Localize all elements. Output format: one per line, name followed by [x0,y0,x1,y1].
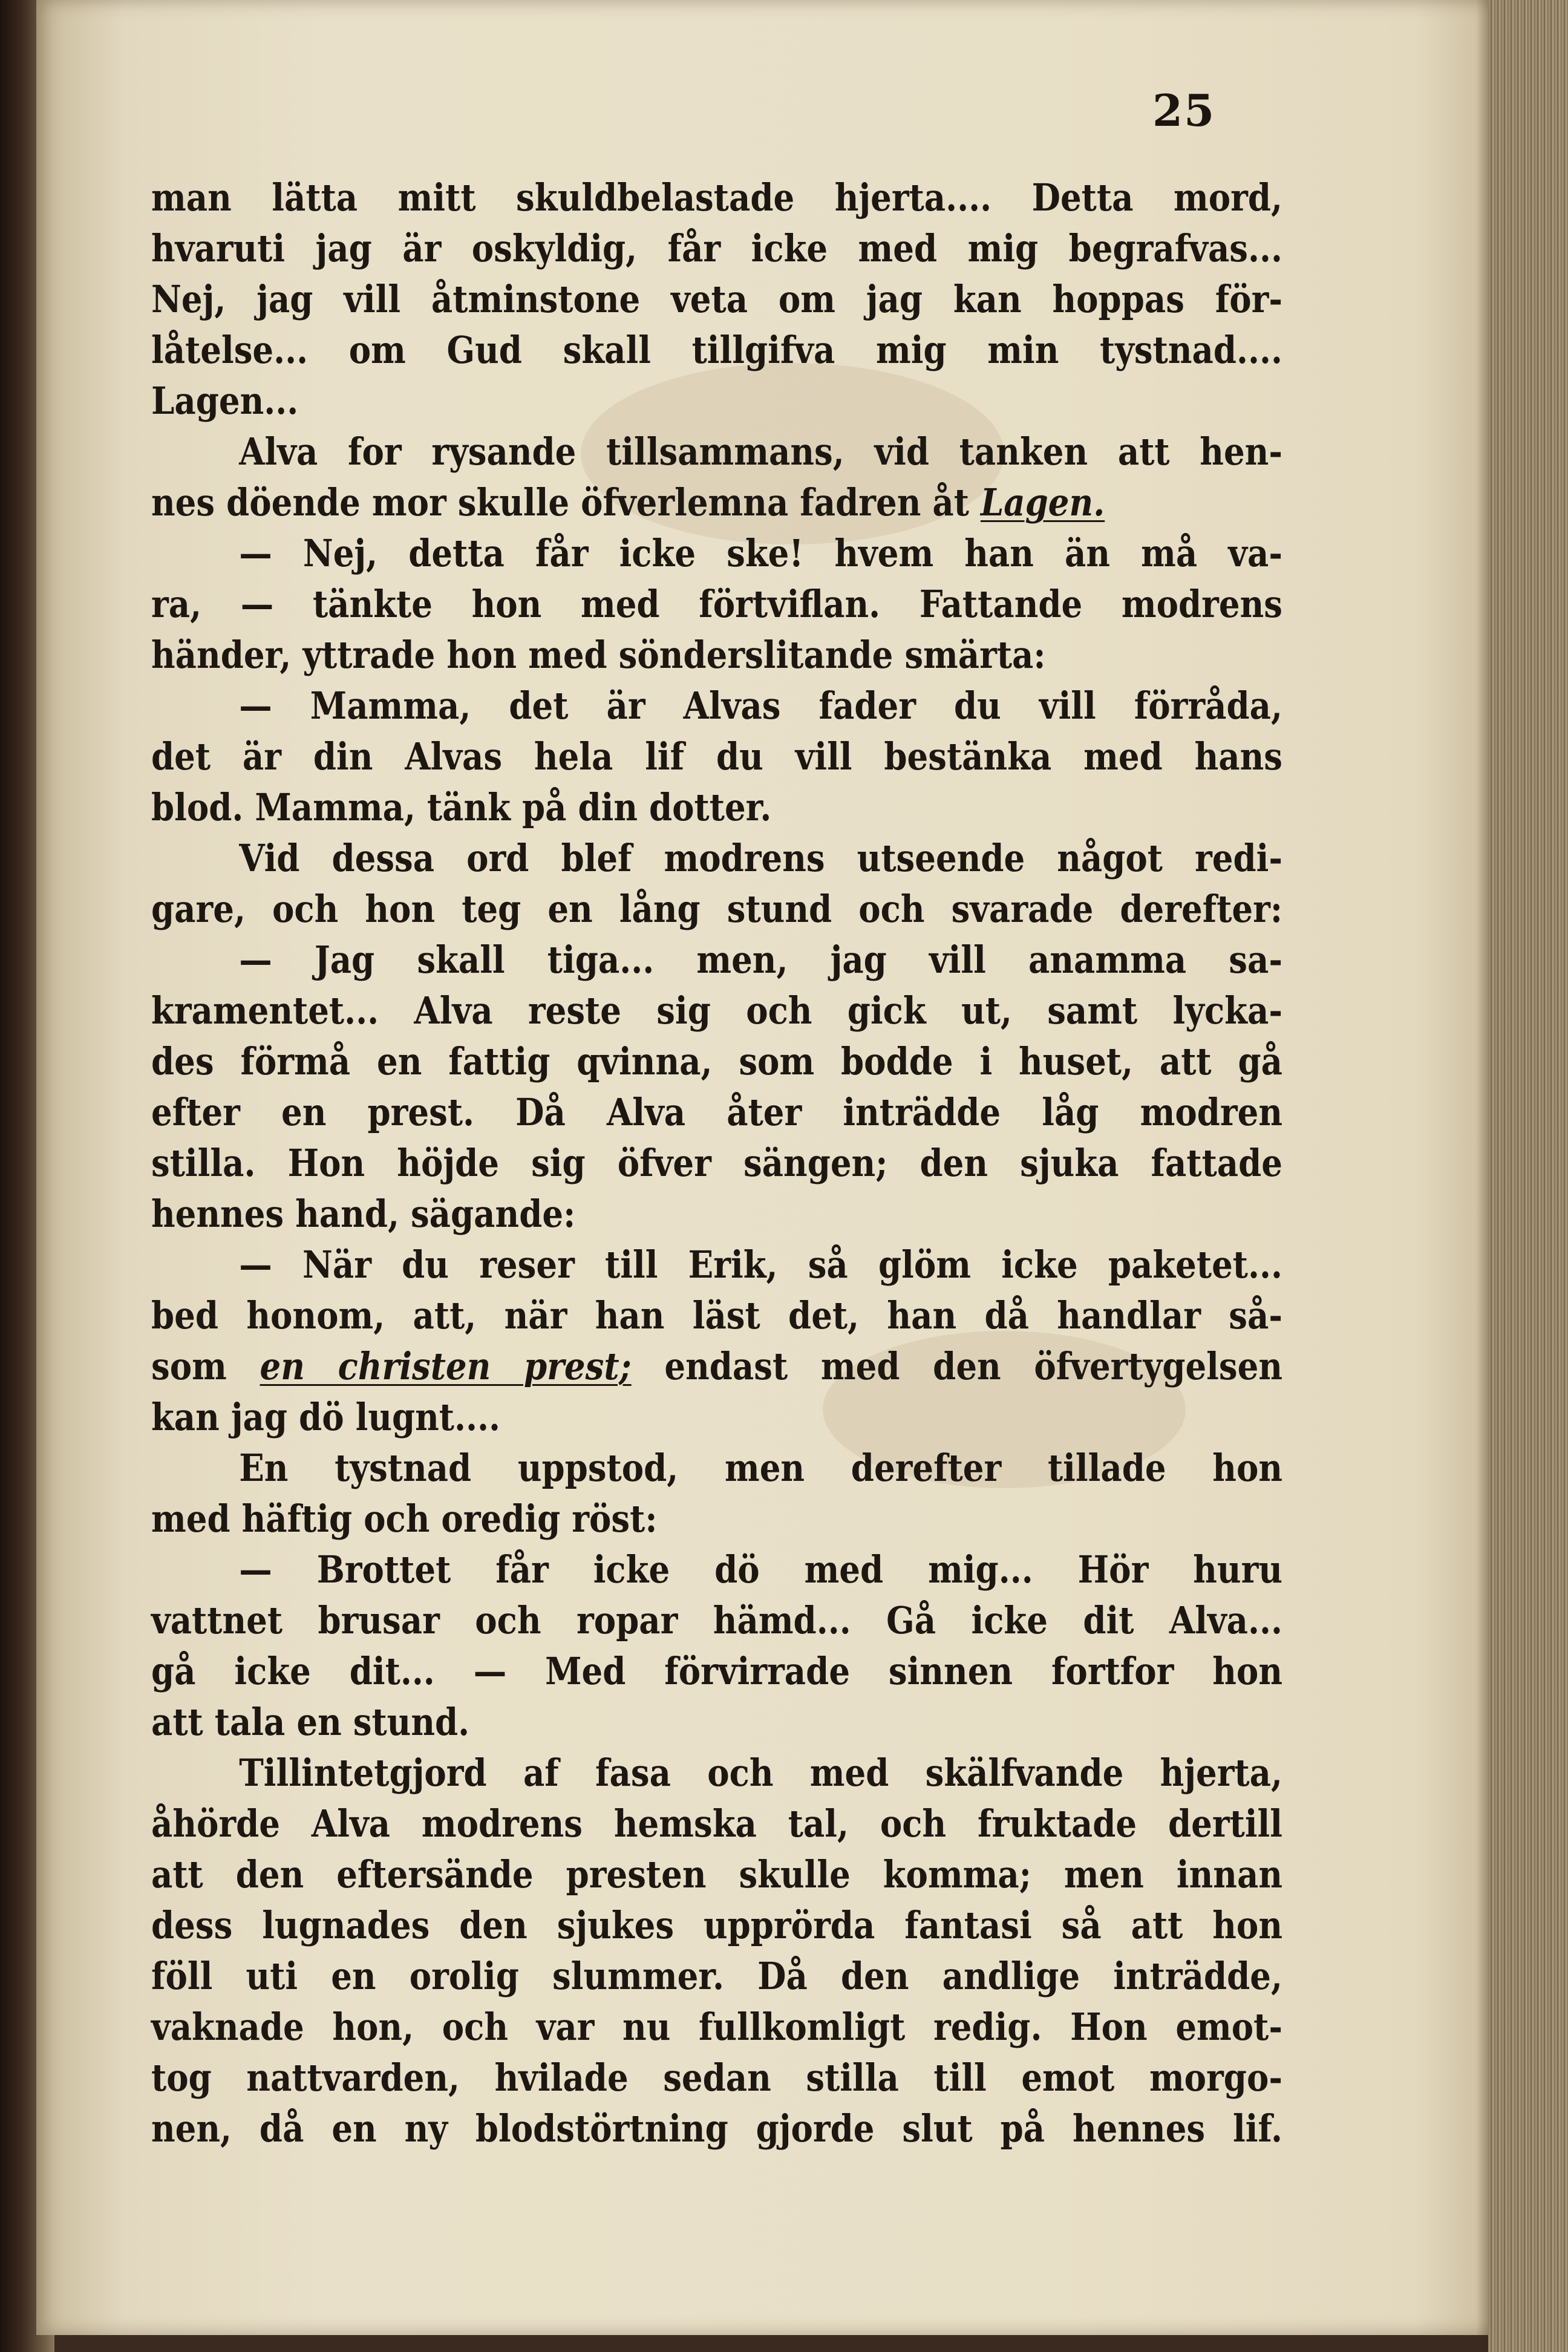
text-line [151,1240,1282,1290]
text-line-content: kan jag dö lugnt.... [151,1395,500,1439]
text-line-content: Lagen... [151,379,299,423]
emphasized-text: Lagen. [980,480,1105,524]
text-line [151,833,1282,884]
text-line [151,1036,1282,1087]
text-line-continuation: endast med den öfvertygelsen [664,1344,1283,1388]
text-line-content: man lätta mitt skuldbelastade hjerta.... Detta mord, [151,175,1282,220]
text-line [151,681,1282,731]
text-line [151,1951,1282,2002]
text-line [151,325,1282,376]
text-line-content: att tala en stund. [151,1700,470,1744]
text-line [151,2053,1282,2103]
text-line-content: Nej, jag vill åtminstone veta om jag kan hoppas för- [151,277,1282,321]
text-line [151,1748,1282,1798]
text-line [151,731,1282,782]
text-line [151,1798,1282,1849]
text-line [151,223,1282,274]
text-line [151,426,1282,477]
text-line-content: hennes hand, sägande: [151,1192,576,1236]
text-line-content: En tystnad uppstod, men derefter tillade hon [239,1446,1283,1490]
text-line [151,1849,1282,1900]
text-line-content: låtelse... om Gud skall tillgifva mig min tystnad.... [151,328,1282,372]
text-line [151,1087,1282,1138]
text-line-content: händer, yttrade hon med sönderslitande smärta: [151,633,1046,677]
text-line-content: att den eftersände presten skulle komma; men innan [151,1852,1282,1896]
text-line-content: — Nej, detta får icke ske! hvem han än må va- [239,531,1283,575]
text-line-content: gå icke dit... — Med förvirrade sinnen fortfor hon [151,1649,1282,1693]
text-line [151,985,1282,1036]
text-line-content: föll uti en orolig slummer. Då den andlige inträdde, [151,1954,1282,1998]
text-line-content: dess lugnades den sjukes upprörda fantasi så att hon [151,1903,1282,1947]
text-line-content: nen, då en ny blodstörtning gjorde slut på hennes lif. [151,2106,1282,2151]
text-line-content: des förmå en fattig qvinna, som bodde i huset, att gå [151,1039,1282,1083]
text-line [151,172,1282,223]
text-line-content: vattnet brusar och ropar hämd... Gå icke dit Alva... [151,1598,1282,1642]
text-line-content: som [151,1344,227,1388]
text-line [151,1544,1282,1595]
page-number: 25 [1152,85,1216,136]
text-line [151,376,1282,426]
text-line [151,884,1282,935]
text-line-content: gare, och hon teg en lång stund och svarade derefter: [151,887,1282,931]
stacked-page-edges [1488,0,1568,2352]
text-line [151,477,1282,528]
text-line-content: hvaruti jag är oskyldig, får icke med mig begrafvas... [151,226,1282,270]
text-line-content: efter en prest. Då Alva åter inträdde låg modren [151,1090,1282,1134]
text-line-content: kramentet... Alva reste sig och gick ut, samt lycka- [151,988,1282,1033]
text-line [151,1341,1282,1392]
text-line [151,274,1282,325]
text-line-content: — När du reser till Erik, så glöm icke paketet... [239,1243,1283,1287]
emphasized-text: en christen prest; [260,1344,632,1388]
text-line-content: — Brottet får icke dö med mig... Hör huru [239,1547,1283,1592]
text-line-content: bed honom, att, när han läst det, han då handlar så- [151,1293,1282,1338]
text-line-content: stilla. Hon höjde sig öfver sängen; den sjuka fattade [151,1141,1282,1185]
text-line-content: — Jag skall tiga... men, jag vill anamma sa- [239,938,1283,982]
text-line-content: vaknade hon, och var nu fullkomligt redig. Hon emot- [151,2005,1282,2049]
text-line [151,528,1282,579]
text-line [151,1697,1282,1748]
text-line [151,579,1282,630]
text-line [151,1443,1282,1494]
text-line [151,1189,1282,1240]
text-line-content: åhörde Alva modrens hemska tal, och fruktade dertill [151,1802,1282,1846]
text-line [151,1646,1282,1697]
text-line-content: Vid dessa ord blef modrens utseende något redi- [239,836,1283,880]
text-line [151,1392,1282,1443]
text-line-content: Alva for rysande tillsammans, vid tanken att hen- [239,430,1283,474]
text-line-content: ra, — tänkte hon med förtviflan. Fattande modrens [151,582,1282,626]
text-line [151,1138,1282,1189]
text-line [151,1290,1282,1341]
text-line [151,1494,1282,1544]
text-line-content: med häftig och oredig röst: [151,1497,658,1541]
text-line [151,1900,1282,1951]
text-line-content: — Mamma, det är Alvas fader du vill förråda, [239,684,1283,728]
text-line [151,1595,1282,1646]
text-line-content: Tillintetgjord af fasa och med skälfvande hjerta, [239,1751,1283,1795]
text-line-content: det är din Alvas hela lif du vill bestänka med hans [151,734,1282,779]
text-line [151,2002,1282,2053]
text-line [151,630,1282,681]
page-text-block [151,172,1282,2154]
text-line-content: blod. Mamma, tänk på din dotter. [151,785,772,829]
text-line [151,782,1282,833]
text-line-content: nes döende mor skulle öfverlemna fadren åt [151,480,969,524]
text-line-content: tog nattvarden, hvilade sedan stilla till emot morgo- [151,2056,1282,2100]
text-line [151,2103,1282,2154]
text-line [151,935,1282,985]
